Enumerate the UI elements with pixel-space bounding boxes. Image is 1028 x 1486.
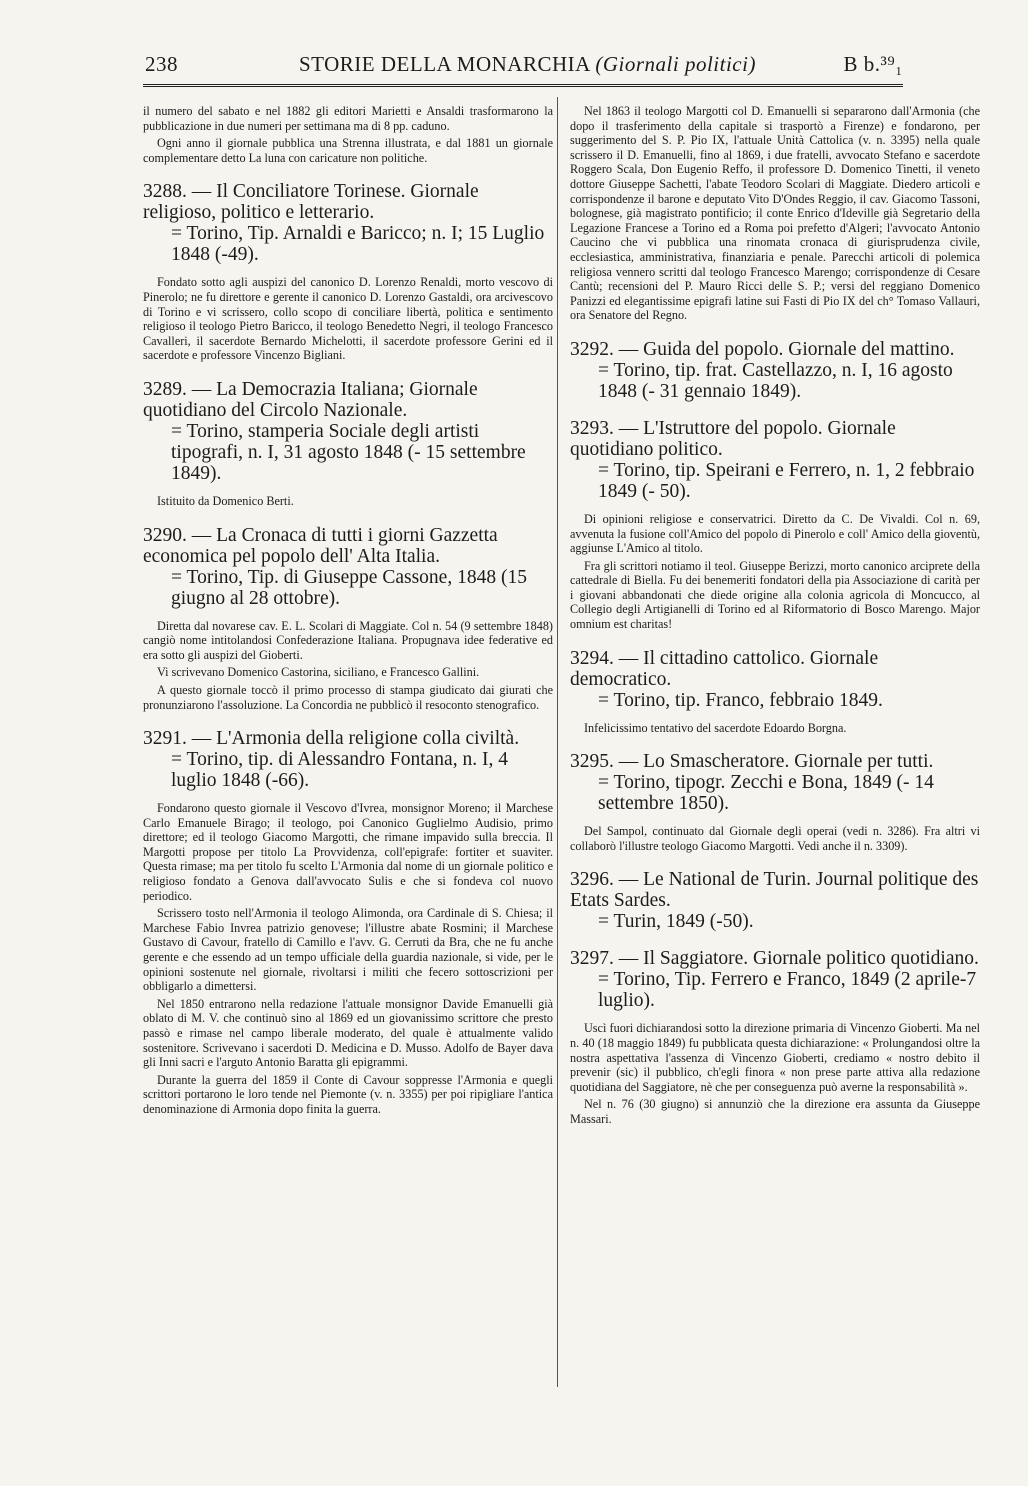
entry-title: 3292. — Guida del popolo. Giornale del mattino.	[570, 338, 955, 360]
continued-note: Nel 1863 il teologo Margotti col D. Emanuelli si separarono dall'Armonia (che dopo il trasferimento della capitale si trasportò a Firenze) e fondarono, per suggerimento del S. P. Pio IX, l'attuale Unità Cattolica (v. n. 3395) nella quale scrissero il D. Emanuelli, fino al 1869, i due fratelli, avvocato Stefano e sacerdote Roggero Scala, Don Eugenio Reffo, il professore D. Domenico Tinetti, il veneto dottore Giuseppe Sachetti, l'abate Teodoro Scolari di Maggiate. Diedero articoli e corrispondenze il barone e deputato Vito D'Ondes Reggio, il cav. Giacomo Tassoni, bolognese, già magistrato pontificio; il conte Enrico d'Ideville già Segretario della Legazione Francese a Torino ed a Roma poi prefetto d'Algeri; l'avvocato Antonio Caucino che vi pubblica una rinomata cronaca di giurisprudenza civile, ecclesiastica, amministrativa, finanziaria e penale. Parecchi articoli di polemica religiosa vennero scritti dal teologo Francesco Marengo; corrispondenze di Cesare Cantù; recensioni del P. Mauro Ricci delle S. P.; versi del reggiano Domenico Panizzi ed elegantissime epigrafi latine sui Fasti di Pio IX del ch° Tomaso Vallauri, ora Senatore del Regno.	[570, 104, 980, 323]
entry-title: 3291. — L'Armonia della religione colla civiltà.	[143, 728, 520, 750]
entry-3295	[570, 751, 980, 814]
entry-note: Scrissero tosto nell'Armonia il teologo Alimonda, ora Cardinale di S. Chiesa; il Marchese Fabio Invrea patrizio genovese; l'illustre abate Rosmini; il Marchese Gustavo di Cavour, fratello di Camillo e l'avv. G. Cerruti da Bra, che ne fu anche gerente e che essendo ad un tempo ufficiale della guardia nazionale, si vide, per le opinioni sostenute nel giornale, rivoltarsi i militi che fecero sottoscrizioni per obbligarlo a dimettersi.	[143, 906, 553, 994]
entry-note: Infelicissimo tentativo del sacerdote Edoardo Borgna.	[584, 720, 847, 735]
entry-3291	[143, 728, 553, 791]
entry-note: Uscì fuori dichiarandosi sotto la direzione primaria di Vincenzo Gioberti. Ma nel n. 40 (18 maggio 1849) fu pubblicata questa dichiarazione: « Prolungandosi oltre la nostra aspettativa l'assenza di Vincenzo Gioberti, crediamo « nostro debito il prevenir (sic) il pubblico, ch'egli finora « non prese parte attiva alla redazione quotidiana del Saggiatore, nè che per conseguenza può averne la responsabilità ».	[570, 1021, 980, 1094]
entry-note: Fondarono questo giornale il Vescovo d'Ivrea, monsignor Moreno; il Marchese Carlo Emanuele Birago; il teologo, poi Canonico Guglielmo Audisio, primo direttore; ed il teologo Giacomo Margotti, che rimane impavido sulla breccia. Il Margotti propose per titolo La Provvidenza, coll'epigrafe: fortiter et suaviter. Questa rimase; ma per titolo fu scelto L'Armonia dal nome di un giornale politico e religioso fondato a Genova dall'avvocato Sulis e che si fondeva col nuovo periodico.	[143, 801, 553, 903]
entry-imprint: = Torino, tip. frat. Castellazzo, n. I, 16 agosto 1848 (- 31 gennaio 1849).	[598, 359, 953, 402]
entry-3294	[570, 648, 980, 711]
entry-title: 3290. — La Cronaca di tutti i giorni Gazzetta economica pel popolo dell' Alta Italia.	[143, 524, 498, 567]
entry-title: 3293. — L'Istruttore del popolo. Giornale quotidiano politico.	[570, 417, 896, 460]
column-divider	[557, 97, 558, 1387]
page-header	[143, 44, 903, 87]
entry-imprint: = Torino, Tip. Arnaldi e Baricco; n. I; 15 Luglio 1848 (-49).	[171, 223, 545, 266]
entry-3290	[143, 525, 553, 609]
entry-title: 3295. — Lo Smascheratore. Giornale per tutti.	[570, 751, 934, 773]
entry-imprint: = Torino, tip. Franco, febbraio 1849.	[598, 689, 883, 711]
entry-title: 3296. — Le National de Turin. Journal politique des Etats Sardes.	[570, 869, 979, 912]
entry-3296	[570, 869, 980, 932]
entry-imprint: = Torino, stamperia Sociale degli artisti tipografi, n. I, 31 agosto 1848 (- 15 settembre 1849).	[171, 420, 526, 484]
section-mark: B b.³⁹₁	[843, 52, 903, 76]
entry-note: Vi scrivevano Domenico Castorina, siciliano, e Francesco Gallini.	[157, 665, 480, 680]
entry-3289	[143, 379, 553, 484]
running-title	[299, 52, 756, 77]
intro-note: il numero del sabato e nel 1882 gli editori Marietti e Ansaldi trasformarono la pubblicazione in due numeri per settimana ma di 8 pp. caduno.	[143, 104, 553, 133]
entry-note: Nel n. 76 (30 giugno) si annunziò che la direzione era assunta da Giuseppe Massari.	[570, 1097, 980, 1126]
entry-imprint: = Torino, tip. di Alessandro Fontana, n. I, 4 luglio 1848 (-66).	[171, 749, 508, 792]
left-column	[143, 104, 553, 1120]
entry-note: Durante la guerra del 1859 il Conte di Cavour soppresse l'Armonia e quegli scrittori portarono le loro tende nel Piemonte (v. n. 3355) per poi ripigliare l'antica denominazione di Armonia dopo finita la guerra.	[143, 1072, 553, 1116]
running-title-sub: (Giornali politici)	[595, 52, 756, 76]
entry-title: 3297. — Il Saggiatore. Giornale politico quotidiano.	[570, 948, 979, 970]
running-title-main: STORIE DELLA MONARCHIA	[299, 52, 590, 76]
entry-3297	[570, 948, 980, 1011]
entry-title: 3294. — Il cittadino cattolico. Giornale democratico.	[570, 647, 879, 690]
page-number: 238	[145, 52, 178, 76]
intro-note: Ogni anno il giornale pubblica una Strenna illustrata, e dal 1881 un giornale complementare detto La luna con caricature non politiche.	[143, 136, 553, 165]
entry-note: Nel 1850 entrarono nella redazione l'attuale monsignor Davide Emanuelli già oblato di M. V. che continuò sino al 1869 ed un giovanissimo scrittore che presto passò e rimase nel campo liberale moderato, del quale è attualmente valido sostenitore. Scrivevano i sacerdoti D. Medicina e D. Musso. Adolfo de Bayer dava gli Inni sacri e l'arguto Antonio Baratta gli epigrammi.	[143, 996, 553, 1070]
entry-note: Di opinioni religiose e conservatrici. Diretto da C. De Vivaldi. Col n. 69, avvenuta la fusione coll'Amico del popolo di Pinerolo e coll' Amico della gioventù, aggiunse L'Amico al titolo.	[570, 511, 980, 556]
entry-note: Fra gli scrittori notiamo il teol. Giuseppe Berizzi, morto canonico arciprete della cattedrale di Biella. Fu dei benemeriti fondatori della pia Associazione di carità per i giovani abbandonati che diede origine alla colonia agricola di Moncucco, al Collegio degli Artigianelli di Torino ed al Riformatorio di Bosco Marengo. Major omnium est charitas!	[570, 558, 980, 632]
entry-title: 3289. — La Democrazia Italiana; Giornale quotidiano del Circolo Nazionale.	[143, 378, 478, 421]
entry-imprint: = Torino, tip. Speirani e Ferrero, n. 1, 2 febbraio 1849 (- 50).	[598, 459, 975, 502]
entry-title: 3288. — Il Conciliatore Torinese. Giornale religioso, politico e letterario.	[143, 181, 479, 224]
entry-3288	[143, 181, 553, 265]
entry-note: A questo giornale toccò il primo processo di stampa giudicato dai giurati che pronunziarono l'assoluzione. La Concordia ne pubblicò il resoconto stenografico.	[143, 682, 553, 712]
entry-note: Diretta dal novarese cav. E. L. Scolari di Maggiate. Col n. 54 (9 settembre 1848) cangiò nome intitolandosi Confederazione Italiana. Propugnava idee federative ed era sotto gli auspizi del Gioberti.	[143, 618, 553, 662]
right-column	[570, 104, 980, 1130]
entry-3293	[570, 418, 980, 502]
entry-note: Istituito da Domenico Berti.	[157, 493, 294, 508]
entry-imprint: = Turin, 1849 (-50).	[598, 911, 754, 933]
entry-imprint: = Torino, Tip. Ferrero e Franco, 1849 (2 aprile-7 luglio).	[598, 969, 977, 1012]
entry-note: Del Sampol, continuato dal Giornale degli operai (vedi n. 3286). Fra altri vi collaborò l'illustre teologo Giacomo Margotti. Vedi anche il n. 3309).	[570, 824, 980, 853]
entry-3292	[570, 339, 980, 402]
entry-imprint: = Torino, tipogr. Zecchi e Bona, 1849 (- 14 settembre 1850).	[598, 772, 934, 815]
entry-imprint: = Torino, Tip. di Giuseppe Cassone, 1848 (15 giugno al 28 ottobre).	[171, 566, 527, 609]
entry-note: Fondato sotto agli auspizi del canonico D. Lorenzo Renaldi, morto vescovo di Pinerolo; ne fu direttore e gerente il canonico D. Lorenzo Gastaldi, ora arcivescovo di Torino e vi scrissero, collo scopo di conciliare libertà, politica e sentimento religioso il teologo Pietro Baricco, il teologo Benedetto Negri, il teologo Francesco Cavalleri, il sacerdote Bernardo Michelotti, il sacerdote professore Gerini ed il sacerdote e professore Vincenzo Bigliani.	[143, 275, 553, 363]
